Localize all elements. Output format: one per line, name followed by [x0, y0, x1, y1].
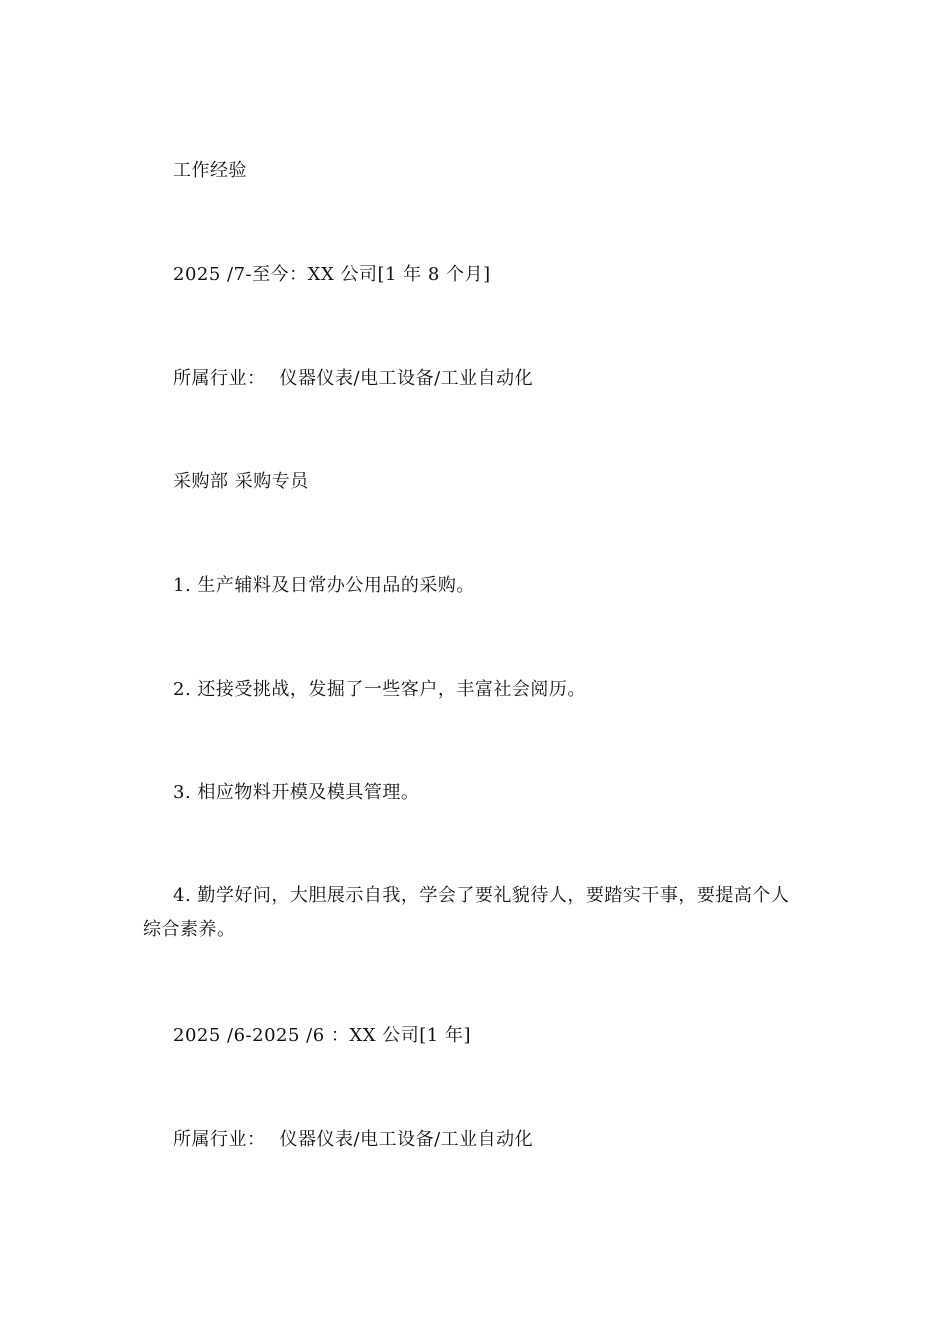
job1-department: 采购部: [173, 471, 229, 492]
job1-period: 2025 /7-至今：XX 公司[1 年 8 个月]: [173, 264, 491, 285]
job1-role: [173, 469, 309, 495]
job2-industry: [173, 1127, 533, 1153]
job1-duty-1: 1. 生产辅料及日常办公用品的采购。: [173, 575, 475, 596]
section-title: 工作经验: [173, 160, 247, 181]
job2-industry-label: 所属行业：: [173, 1129, 266, 1150]
job1-industry-label: 所属行业：: [173, 368, 266, 389]
job2-period: 2025 /6-2025 /6 ：XX 公司[1 年]: [173, 1025, 471, 1046]
job1-duty-3: 3. 相应物料开模及模具管理。: [173, 782, 420, 803]
job1-duty-2: 2. 还接受挑战，发掘了一些客户，丰富社会阅历。: [173, 679, 586, 700]
job1-duty-4: 4. 勤学好问，大胆展示自我，学会了要礼貌待人，要踏实干事，要提高个人综合素养。: [143, 885, 790, 940]
job1-position: 采购专员: [234, 471, 309, 492]
job1-industry-value: 仪器仪表/电工设备/工业自动化: [279, 368, 534, 389]
job2-industry-value: 仪器仪表/电工设备/工业自动化: [279, 1129, 534, 1150]
job1-industry: [173, 366, 533, 392]
